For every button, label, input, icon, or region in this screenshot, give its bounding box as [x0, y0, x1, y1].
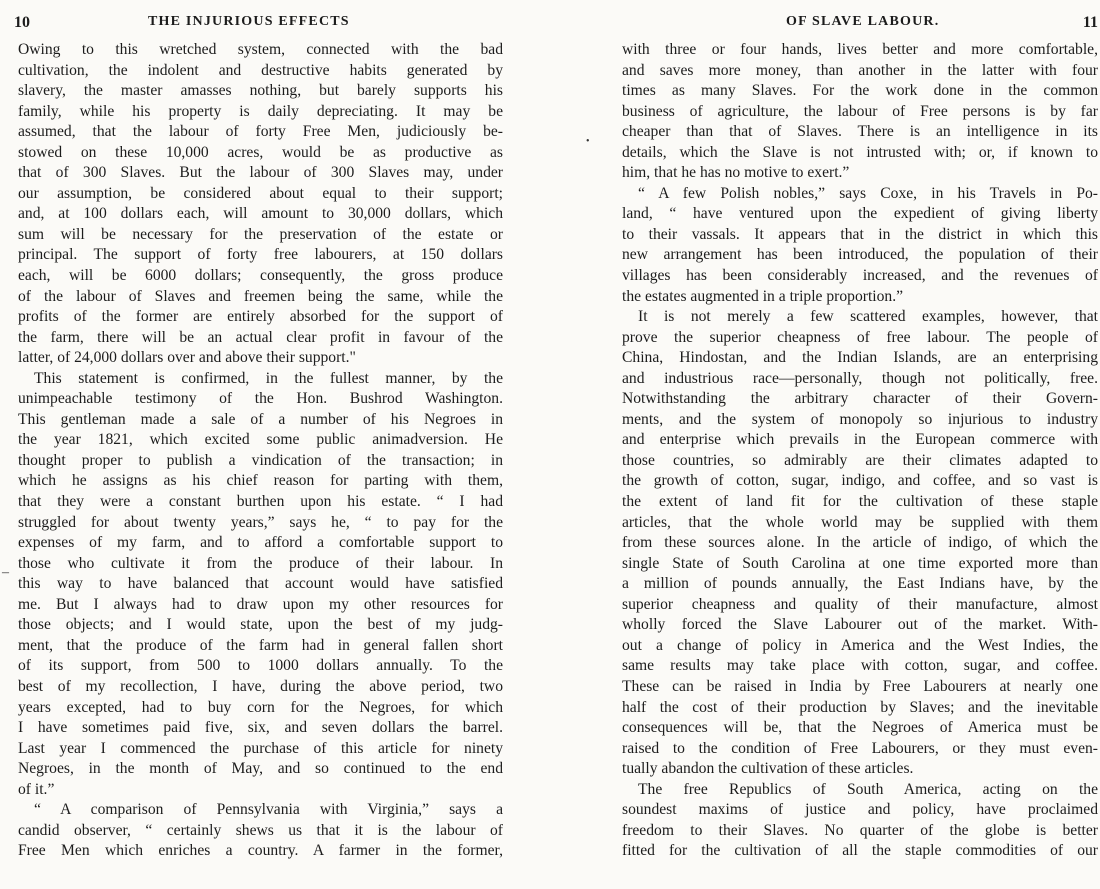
text-line: our assumption, be considered about equal to their support;: [18, 184, 503, 202]
text-line: the year 1821, which excited some public animadversion. He: [18, 431, 503, 449]
text-line: those who cultivate it from the produce of their labour. In: [18, 554, 503, 572]
text-line: years excepted, had to buy corn for the Negroes, for which: [18, 698, 503, 716]
text-line: which he assigns as his chief reason for parting with them,: [18, 472, 503, 490]
text-line: thought proper to publish a vindication of the transaction; in: [18, 451, 503, 469]
text-line: “ A comparison of Pennsylvania with Virginia,” says a: [34, 801, 503, 819]
text-line: the estates augmented in a triple proportion.”: [622, 287, 904, 305]
text-line: “ A few Polish nobles,” says Coxe, in his Travels in Po-: [638, 184, 1098, 202]
text-line: those objects; and I would state, upon the best of my judg-: [18, 616, 503, 634]
text-line: and saves more money, than another in the latter with four: [622, 61, 1098, 79]
text-line: me. But I always had to draw upon my other resources for: [18, 595, 503, 613]
text-line: expenses of my farm, and to afford a comfortable support to: [18, 534, 503, 552]
text-line: him, that he has no motive to exert.”: [622, 164, 850, 182]
right-page-text: [622, 40, 1098, 862]
text-line: of it.”: [18, 780, 55, 798]
text-line: principal. The support of forty free labourers, at 150 dollars: [18, 246, 503, 264]
text-line: the farm, there will be an actual clear profit in favour of the: [18, 328, 503, 346]
text-line: tually abandon the cultivation of these articles.: [622, 760, 914, 778]
text-line: sum will be necessary for the preservation of the estate or: [18, 225, 503, 243]
text-line: articles, that the whole world may be supplied with them: [622, 513, 1098, 531]
text-line: business of agriculture, the labour of Free persons is by far: [622, 102, 1098, 120]
text-line: of the labour of Slaves and freemen being the same, while the: [18, 287, 503, 305]
text-line: superior cheapness and quality of their manufacture, almost: [622, 595, 1098, 613]
margin-dot-mark: •: [586, 136, 590, 147]
text-line: best of my recollection, I have, during the above period, two: [18, 677, 503, 695]
text-line: struggled for about twenty years,” says he, “ to pay for the: [18, 513, 503, 531]
text-line: this way to have balanced that account would have satisfied: [18, 575, 503, 593]
left-page-number: 10: [14, 14, 30, 31]
text-line: fitted for the cultivation of all the staple commodities of our: [622, 842, 1098, 860]
text-line: cheaper than that of Slaves. There is an intelligence in its: [622, 123, 1098, 141]
text-line: slavery, the master amasses nothing, but barely supports his: [18, 82, 503, 100]
text-line: same results may take place with cotton, sugar, and coffee.: [622, 657, 1098, 675]
right-page-number: 11: [1082, 14, 1098, 31]
text-line: The free Republics of South America, acting on the: [638, 780, 1098, 798]
text-line: consequences will be, that the Negroes of America must be: [622, 719, 1098, 737]
right-running-head: OF SLAVE LABOUR.: [786, 14, 940, 29]
text-line: prove the superior cheapness of free labour. The people of: [622, 328, 1098, 346]
text-line: unimpeachable testimony of the Hon. Bushrod Washington.: [18, 390, 503, 408]
text-line: freedom to their Slaves. No quarter of the globe is better: [622, 821, 1098, 839]
text-line: Last year I commenced the purchase of this article for ninety: [18, 739, 503, 757]
text-line: times as many Slaves. For the work done in the common: [622, 82, 1098, 100]
text-line: with three or four hands, lives better and more comfortable,: [622, 41, 1098, 58]
text-line: cultivation, the indolent and destructive habits generated by: [18, 61, 503, 79]
text-line: the extent of land fit for the cultivation of these staple: [622, 493, 1098, 511]
text-line: to their vassals. It appears that in the district in which this: [622, 225, 1098, 243]
text-line: and industrious race—personally, though not politically, free.: [622, 369, 1098, 387]
text-line: and enterprise which prevails in the European commerce with: [622, 431, 1098, 449]
text-line: and, at 100 dollars each, will amount to 30,000 dollars, which: [18, 205, 503, 223]
text-line: It is not merely a few scattered examples, however, that: [638, 308, 1098, 326]
text-line: ment, that the produce of the farm had in general fallen short: [18, 636, 503, 654]
text-line: This statement is confirmed, in the fullest manner, by the: [34, 369, 503, 387]
left-page-text: [18, 40, 503, 862]
text-line: latter, of 24,000 dollars over and above their support.": [18, 349, 356, 367]
text-line: These can be raised in India by Free Labourers at nearly one: [622, 677, 1098, 695]
text-line: the growth of cotton, sugar, indigo, and coffee, and so vast is: [622, 472, 1098, 490]
text-line: assumed, that the labour of forty Free Men, judiciously be-: [18, 123, 503, 141]
text-line: wholly forced the Slave Labourer out of the market. With-: [622, 616, 1098, 634]
text-line: This gentleman made a sale of a number of his Negroes in: [18, 410, 503, 428]
text-line: half the cost of their production by Slaves; and the inevitable: [622, 698, 1098, 716]
text-line: villages has been considerably increased, and the revenues of: [622, 267, 1098, 285]
text-line: a million of pounds annually, the East Indians have, by the: [622, 575, 1098, 593]
text-line: each, will be 6000 dollars; consequently, the gross produce: [18, 267, 503, 285]
text-line: I have sometimes paid five, six, and seven dollars the barrel.: [18, 719, 503, 737]
text-line: those countries, so admirably are their climates adapted to: [622, 451, 1098, 469]
text-line: new arrangement has been introduced, the population of their: [622, 246, 1098, 264]
text-line: that of 300 Slaves. But the labour of 300 Slaves may, under: [18, 164, 503, 182]
text-line: Notwithstanding the arbitrary character of their Govern-: [622, 390, 1098, 408]
left-running-head: THE INJURIOUS EFFECTS: [148, 14, 350, 29]
text-line: candid observer, “ certainly shews us that it is the labour of: [18, 821, 503, 839]
text-line: raised to the condition of Free Labourers, or they must even-: [622, 739, 1098, 757]
text-line: of its support, from 500 to 1000 dollars annually. To the: [18, 657, 503, 675]
text-line: soundest maxims of justice and policy, have proclaimed: [622, 801, 1098, 819]
text-line: family, while his property is daily depreciating. It may be: [18, 102, 503, 120]
text-line: single State of South Carolina at one time exported more than: [622, 554, 1098, 572]
text-line: land, “ have ventured upon the expedient of giving liberty: [622, 205, 1098, 223]
margin-dash-mark: –: [2, 565, 9, 580]
text-line: that they were a constant burthen upon his estate. “ I had: [18, 493, 503, 511]
text-line: out a change of policy in America and the West Indies, the: [622, 636, 1098, 654]
text-line: China, Hindostan, and the Indian Islands, are an enterprising: [622, 349, 1098, 367]
text-line: details, which the Slave is not intrusted with; or, if known to: [622, 143, 1098, 161]
text-line: from these sources alone. In the article of indigo, of which the: [622, 534, 1098, 552]
text-line: Free Men which enriches a country. A farmer in the former,: [18, 842, 503, 860]
text-line: stowed on these 10,000 acres, would be as productive as: [18, 143, 503, 161]
text-line: Negroes, in the month of May, and so continued to the end: [18, 760, 503, 778]
text-line: ments, and the system of monopoly so injurious to industry: [622, 410, 1098, 428]
text-line: profits of the former are entirely absorbed for the support of: [18, 308, 503, 326]
text-line: Owing to this wretched system, connected with the bad: [18, 41, 503, 58]
